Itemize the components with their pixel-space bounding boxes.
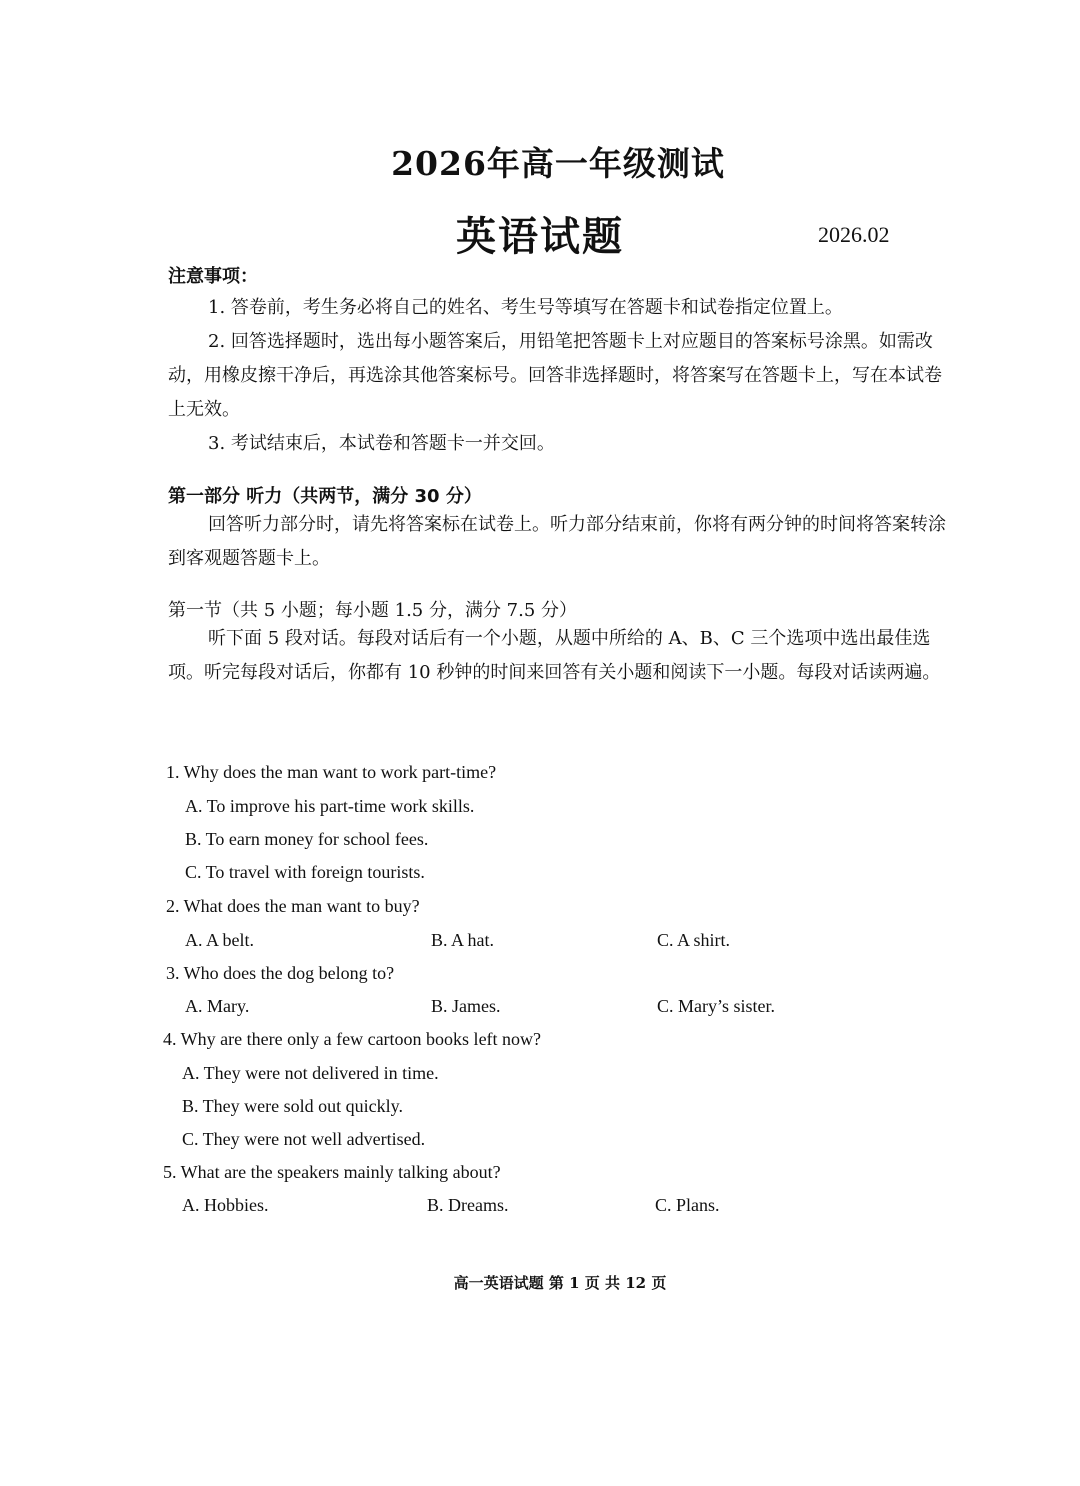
question-5-option-b: B. Dreams. <box>427 1195 509 1215</box>
part1-heading: 第一部分 听力（共两节，满分 30 分） <box>168 486 482 507</box>
question-3-option-c: C. Mary’s sister. <box>657 996 776 1016</box>
question-4-stem: 4. Why are there only a few cartoon books left now? <box>163 1029 542 1049</box>
section1-heading: 第一节（共 5 小题；每小题 1.5 分，满分 7.5 分） <box>168 600 578 621</box>
exam-date: 2026.02 <box>818 222 890 247</box>
question-2-option-b: B. A hat. <box>431 930 495 950</box>
exam-title: 2026年高一年级测试 <box>391 144 725 183</box>
section1-instruction: 听下面 5 段对话。每段对话后有一个小题，从题中所给的 A、B、C 三个选项中选出最佳选项。听完每段对话后，你都有 10 秒钟的时间来回答有关小题和阅读下一小题。每段对话读两遍。 <box>168 628 941 683</box>
page-footer: 高一英语试题 第 1 页 共 12 页 <box>453 1274 667 1292</box>
question-1-option-b: B. To earn money for school fees. <box>185 829 429 849</box>
question-4-option-a: A. They were not delivered in time. <box>182 1063 439 1083</box>
notice-item-3: 3. 考试结束后，本试卷和答题卡一并交回。 <box>208 433 555 454</box>
subject-title: 英语试题 <box>456 213 624 260</box>
question-3-option-b: B. James. <box>431 996 501 1016</box>
question-1-stem: 1. Why does the man want to work part-time? <box>166 762 497 782</box>
question-2-stem: 2. What does the man want to buy? <box>166 896 420 916</box>
question-2-option-c: C. A shirt. <box>657 930 731 950</box>
part1-instruction: 回答听力部分时，请先将答案标在试卷上。听力部分结束前，你将有两分钟的时间将答案转涂到客观题答题卡上。 <box>168 514 946 569</box>
question-2-option-a: A. A belt. <box>185 930 255 950</box>
question-1-option-a: A. To improve his part-time work skills. <box>185 796 475 816</box>
question-3-stem: 3. Who does the dog belong to? <box>166 963 395 983</box>
question-4-option-b: B. They were sold out quickly. <box>182 1096 403 1116</box>
question-4-option-c: C. They were not well advertised. <box>182 1129 426 1149</box>
question-1-option-c: C. To travel with foreign tourists. <box>185 862 425 882</box>
question-5-option-a: A. Hobbies. <box>182 1195 269 1215</box>
notice-item-1: 1. 答卷前，考生务必将自己的姓名、考生号等填写在答题卡和试卷指定位置上。 <box>208 297 843 318</box>
question-5-stem: 5. What are the speakers mainly talking about? <box>163 1162 501 1182</box>
notice-heading: 注意事项： <box>168 266 258 287</box>
question-5-option-c: C. Plans. <box>655 1195 720 1215</box>
question-3-option-a: A. Mary. <box>185 996 250 1016</box>
notice-item-2: 2. 回答选择题时，选出每小题答案后，用铅笔把答题卡上对应题目的答案标号涂黑。如需改动，用橡皮擦干净后，再选涂其他答案标号。回答非选择题时，将答案写在答题卡上，写在本试卷上无效。 <box>168 331 942 420</box>
